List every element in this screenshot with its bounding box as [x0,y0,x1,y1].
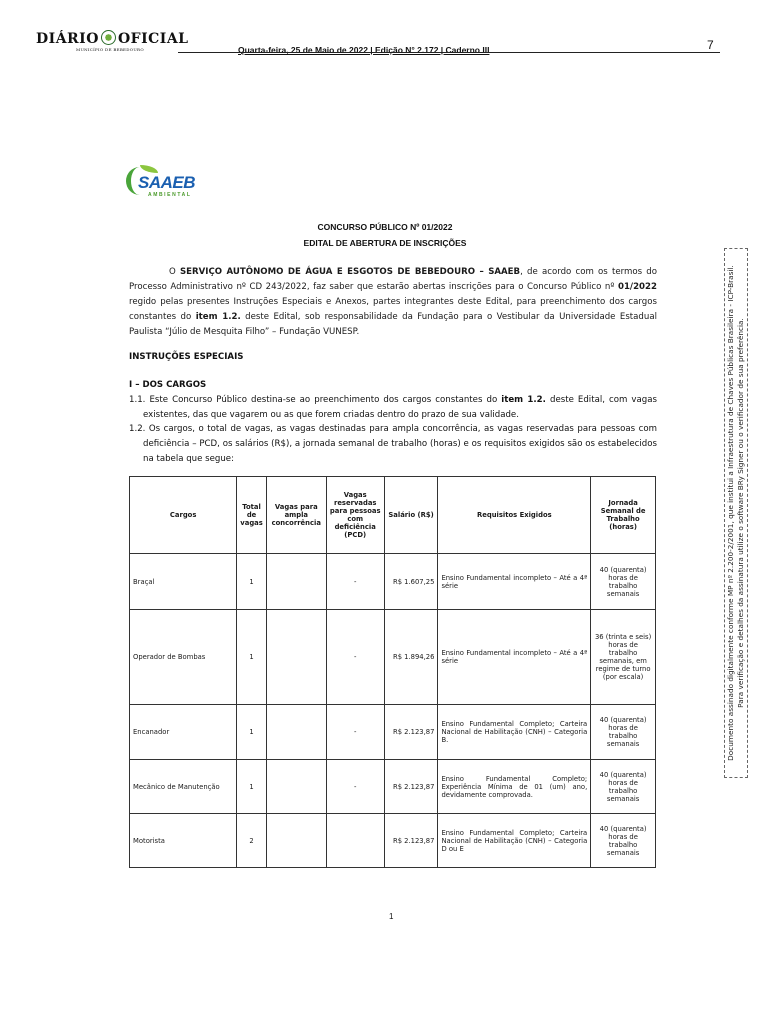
edition-info: Quarta-feira, 25 de Maio de 2022 | Edição N° 2.172 | Caderno III [238,45,490,55]
masthead-title-right: OFICIAL [117,31,189,47]
cell-cargo: Encanador [130,705,237,760]
table-row [130,814,656,868]
cell-jornada: 40 (quarenta) horas de trabalho semanais [591,814,656,868]
cell-ampla [266,610,326,705]
intro-bold-3: item 1.2. [195,312,241,322]
item-1-2: 1.2. Os cargos, o total de vagas, as vagas destinadas para ampla concorrência, as vagas reservadas para pessoas com deficiência – PCD, os salários (R$), a jornada semanal de trabalho (horas) e os requisitos exigidos são os estabelecidos na tabela que segue: [129,424,657,464]
signature-line-1: Documento assinado digitalmente conforme MP nº 2.200-2/2001, que institui a Infraestrutura de Chaves Públicas Brasileira - ICP-Brasil. [726,265,735,761]
intro-text-4: deste Edital, sob responsabilidade da Fundação para o Vestibular da Universidade Estadual Paulista “Júlio de Mesquita Filho” – Fundação VUNESP. [129,312,657,337]
page-number: 7 [707,38,714,52]
item-1-1-text-1: 1.1. Este Concurso Público destina-se ao preenchimento dos cargos constantes do [129,395,502,405]
intro-text-1: O [169,267,180,277]
cell-total: 1 [237,610,267,705]
cell-ampla [266,705,326,760]
digital-signature-notice [724,248,748,778]
table-header-row [130,477,656,554]
cell-requisitos: Ensino Fundamental Completo; Experiência Mínima de 01 (um) ano, devidamente comprovada. [438,760,591,814]
intro-bold-1: SERVIÇO AUTÔNOMO DE ÁGUA E ESGOTOS DE BEBEDOURO – SAAEB [179,267,521,277]
header-requisitos: Requisitos Exigidos [438,477,591,554]
cell-salario: R$ 1.607,25 [384,554,438,610]
masthead-title-left: DIÁRIO [36,31,99,47]
cell-jornada: 36 (trinta e seis) horas de trabalho semanais, em regime de turno (por escala) [591,610,656,705]
footer-page-number: 1 [389,912,394,921]
logo-tag: AMBIENTAL [148,192,192,198]
cell-ampla [266,814,326,868]
cell-requisitos: Ensino Fundamental Completo; Carteira Nacional de Habilitação (CNH) – Categoria B. [438,705,591,760]
masthead-title [36,30,189,47]
cell-total: 2 [237,814,267,868]
document-subtitle: EDITAL DE ABERTURA DE INSCRIÇÕES [303,238,467,248]
table-row [130,610,656,705]
table-row [130,705,656,760]
cell-cargo: Mecânico de Manutenção [130,760,237,814]
cell-pcd: - [326,760,384,814]
logo-word: SAAEB [138,173,196,192]
signature-line-2: Para verificação e detalhes da assinatura utilize o software BRy Signer ou o verificador de sua preferência. [736,318,745,708]
cell-pcd [326,814,384,868]
cell-requisitos: Ensino Fundamental Completo; Carteira Nacional de Habilitação (CNH) – Categoria D ou E [438,814,591,868]
cell-jornada: 40 (quarenta) horas de trabalho semanais [591,760,656,814]
cell-requisitos: Ensino Fundamental incompleto – Até a 4ª série [438,554,591,610]
cell-ampla [266,760,326,814]
intro-bold-2: 01/2022 [617,282,657,292]
header-divider [178,52,720,53]
cell-cargo: Operador de Bombas [130,610,237,705]
digital-signature-text [726,265,746,761]
table-row [130,760,656,814]
cell-cargo: Braçal [130,554,237,610]
cell-pcd: - [326,705,384,760]
header-total: Total de vagas [237,477,267,554]
cell-total: 1 [237,760,267,814]
coat-of-arms-icon [101,30,116,45]
table-row [130,554,656,610]
item-1-1-text-2: deste Edital, com vagas existentes, das que vagarem ou as que forem criadas dentro do prazo de sua validade. [143,395,657,420]
header-pcd: Vagas reservadas para pessoas com deficiência (PCD) [326,477,384,554]
cell-jornada: 40 (quarenta) horas de trabalho semanais [591,554,656,610]
cell-requisitos: Ensino Fundamental incompleto – Até a 4ª série [438,610,591,705]
cell-salario: R$ 1.894,26 [384,610,438,705]
masthead [36,30,189,52]
header-cargo: Cargos [130,477,237,554]
item-1-1-bold: item 1.2. [501,395,546,405]
cell-cargo: Motorista [130,814,237,868]
item-1-1 [129,393,657,423]
cell-salario: R$ 2.123,87 [384,814,438,868]
header-salario: Salário (R$) [384,477,438,554]
intro-text-2: , de acordo com os termos do Processo Administrativo nº CD 243/2022, faz saber que estarão abertas inscrições para o Concurso Público nº [129,267,657,292]
cargos-table [129,476,656,868]
cell-pcd: - [326,610,384,705]
intro-text-3: regido pelas presentes Instruções Especiais e Anexos, partes integrantes deste Edital, para preenchimento dos cargos constantes do [129,297,657,322]
cell-salario: R$ 2.123,87 [384,705,438,760]
cell-total: 1 [237,554,267,610]
cell-ampla [266,554,326,610]
cell-pcd: - [326,554,384,610]
intro-paragraph [129,265,657,340]
saaeb-logo [126,165,216,205]
cell-salario: R$ 2.123,87 [384,760,438,814]
masthead-subtitle: MUNICÍPIO DE BEBEDOURO [76,47,144,52]
cell-total: 1 [237,705,267,760]
section-cargos: I – DOS CARGOS [129,380,207,390]
document-title: CONCURSO PÚBLICO Nº 01/2022 [317,222,453,232]
header-ampla: Vagas para ampla concorrência [266,477,326,554]
cell-jornada: 40 (quarenta) horas de trabalho semanais [591,705,656,760]
section-special-instructions: INSTRUÇÕES ESPECIAIS [129,352,244,362]
header-jornada: Jornada Semanal de Trabalho (horas) [591,477,656,554]
